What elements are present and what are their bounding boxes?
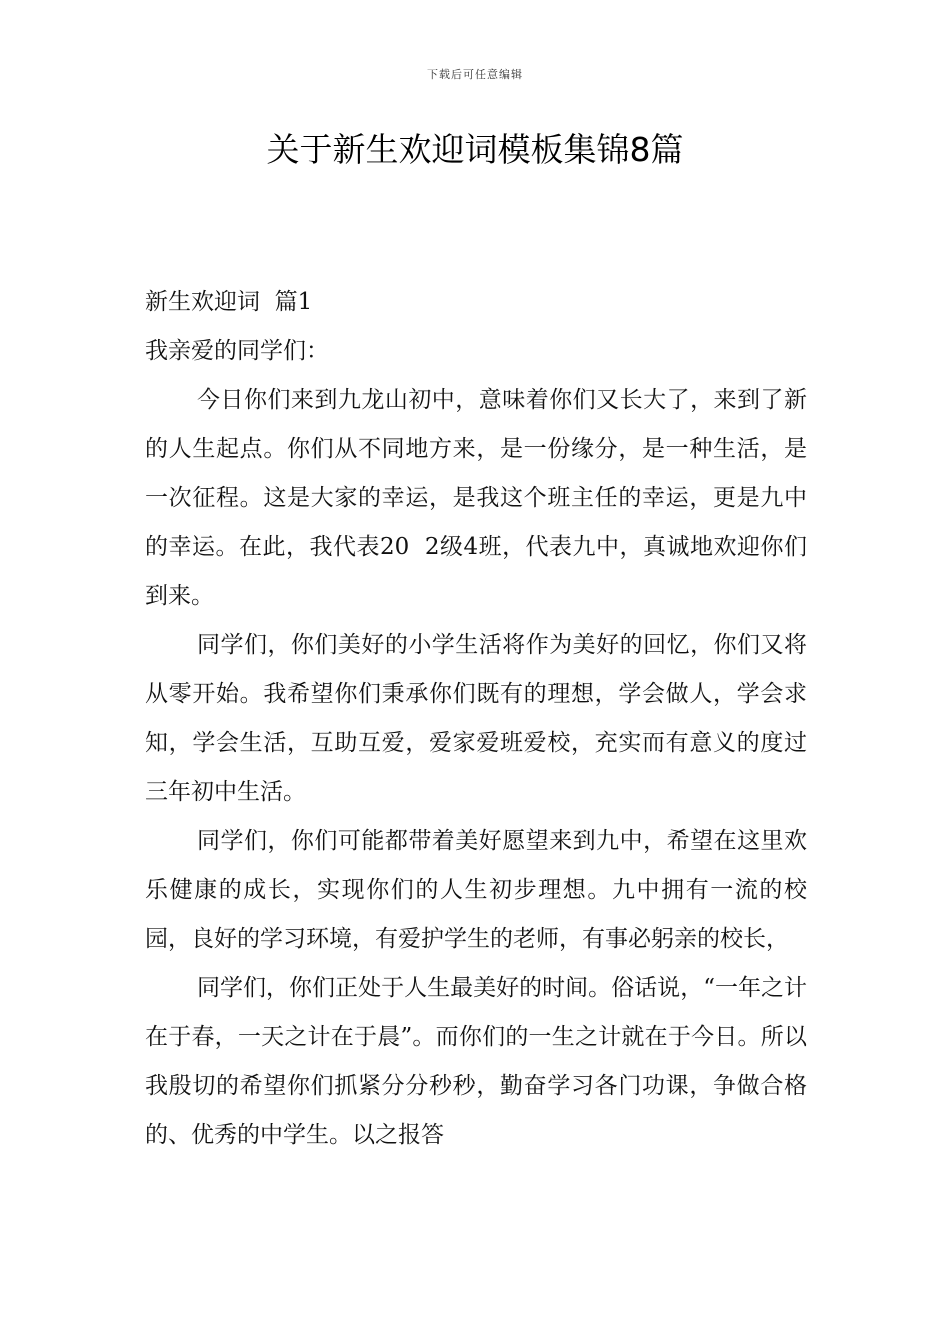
greeting: 我亲爱的同学们： — [145, 338, 329, 364]
paragraph-4: 同学们，你们正处于人生最美好的时间。俗话说，“一年之计在于春，一天之计在于晨”。而你们的一生之计就在于今日。所以我殷切的希望你们抓紧分分秒秒，勤奋学习各门功课，争做合格的、优秀的中学生。以之报答 — [145, 975, 807, 1148]
paragraph-2: 同学们，你们美好的小学生活将作为美好的回忆，你们又将从零开始。我希望你们秉承你们既有的理想，学会做人，学会求知，学会生活，互助互爱，爱家爱班爱校，充实而有意义的度过三年初中生活。 — [145, 632, 807, 805]
paragraph-1: 今日你们来到九龙山初中，意味着你们又长大了，来到了新的人生起点。你们从不同地方来，是一份缘分，是一种生活，是一次征程。这是大家的幸运，是我这个班主任的幸运，更是九中的幸运。在此，我代表20 2级4班，代表九中，真诚地欢迎你们到来。 — [145, 387, 807, 609]
header-note: 下载后可任意编辑 — [427, 68, 523, 81]
document-title: 关于新生欢迎词模板集锦8篇 — [266, 130, 684, 169]
section-heading: 新生欢迎词 篇1 — [145, 289, 313, 315]
document-body — [145, 278, 807, 1160]
paragraph-3: 同学们，你们可能都带着美好愿望来到九中，希望在这里欢乐健康的成长，实现你们的人生初步理想。九中拥有一流的校园，良好的学习环境，有爱护学生的老师，有事必躬亲的校长， — [145, 828, 807, 952]
